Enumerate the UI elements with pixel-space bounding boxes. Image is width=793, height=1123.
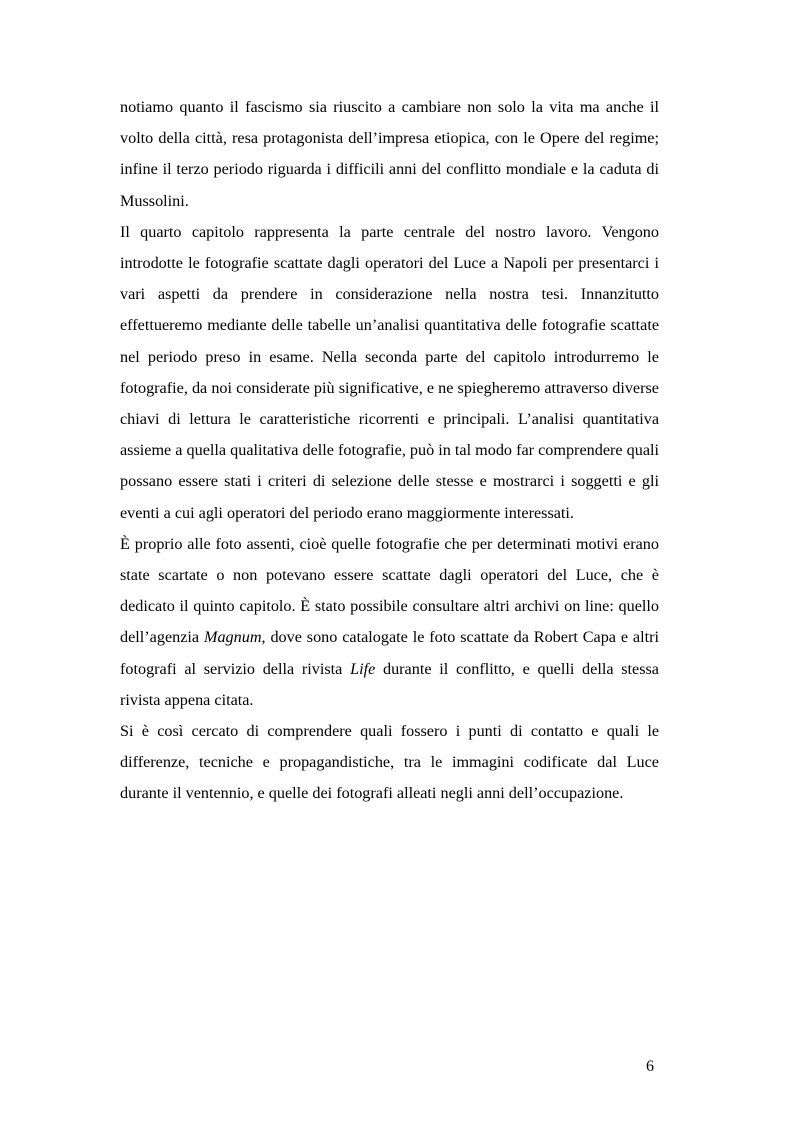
paragraph-3-text: È proprio alle foto assenti, cioè quelle fotografie che per determinati motivi erano state scartate o non potevano essere scattate dagli operatori del Luce, che è dedicato il quinto capitolo. È stato possibile consultare altri archivi on line: quello dell’agenzia bbox=[120, 534, 659, 647]
page-number: 6 bbox=[646, 1058, 654, 1075]
paragraph-1-text: notiamo quanto il fascismo sia riuscito a cambiare non solo la vita ma anche il volto della città, resa protagonista dell’impresa etiopica, con le Opere del regime; infine il terzo periodo riguarda i difficili anni del conflitto mondiale e la caduta di Mussolini. bbox=[120, 98, 659, 210]
paragraph-2-text: Il quarto capitolo rappresenta la parte centrale del nostro lavoro. Vengono introdotte le fotografie scattate dagli operatori del Luce a Napoli per presentarci i vari aspetti da prendere in considerazione nella nostra tesi. Innanzitutto effettueremo mediante delle tabelle un’analisi quantitativa delle fotografie scattate nel periodo preso in esame. Nella seconda parte del capitolo introdurremo le fotografie, da noi considerate più significative, e ne spiegheremo attraverso diverse chiavi di lettura le caratteristiche ricorrenti e principali. L’analisi quantitativa assieme a quella qualitativa delle fotografie, può in tal modo far comprendere quali possano essere stati i criteri di selezione delle stesse e mostrarci i soggetti e gli eventi a cui agli operatori del periodo erano maggiormente interessati. bbox=[120, 222, 659, 522]
body-text bbox=[120, 92, 659, 810]
paragraph-2 bbox=[120, 217, 659, 529]
paragraph-3-text-end: durante il conflitto, e quelli della stessa rivista appena citata. bbox=[120, 659, 659, 709]
paragraph-3 bbox=[120, 529, 659, 716]
magnum-agency-name: Magnum bbox=[203, 628, 262, 647]
paragraph-1 bbox=[120, 92, 659, 217]
paragraph-3-text-cont: , dove sono catalogate le foto scattate da Robert Capa e altri fotografi al servizio della rivista bbox=[120, 628, 659, 678]
paragraph-4 bbox=[120, 716, 659, 810]
paragraph-4-text: Si è così cercato di comprendere quali fossero i punti di contatto e quali le differenze, tecniche e propagandistiche, tra le immagini codificate dal Luce durante il ventennio, e quelle dei fotografi alleati negli anni dell’occupazione. bbox=[120, 722, 659, 803]
life-magazine-name: Life bbox=[350, 659, 376, 678]
